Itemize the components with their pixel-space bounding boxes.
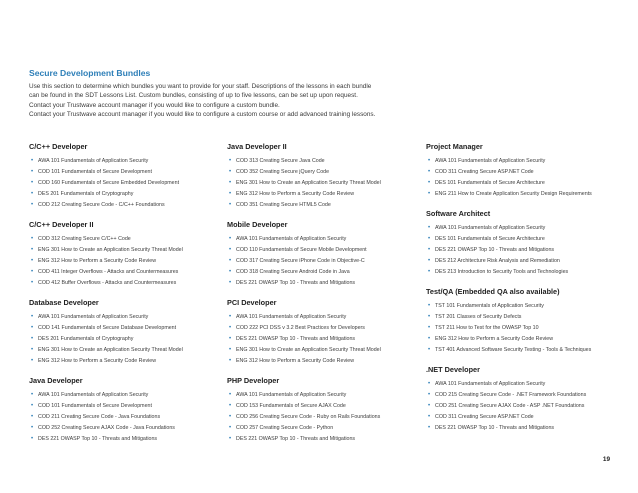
lesson-label: ENG 312 How to Perform a Security Code Review bbox=[38, 357, 157, 364]
lesson-label: DES 101 Fundamentals of Secure Architecture bbox=[435, 179, 545, 186]
bullet-icon: • bbox=[428, 302, 431, 309]
lesson-item bbox=[227, 401, 423, 412]
lesson-label: COD 318 Creating Secure Android Code in Java bbox=[236, 268, 350, 275]
lesson-label: TST 211 How to Test for the OWASP Top 10 bbox=[435, 324, 539, 331]
lesson-label: COD 251 Creating Secure AJAX Code - ASP .NET Foundations bbox=[435, 402, 585, 409]
lesson-item bbox=[426, 345, 622, 356]
lesson-label: COD 412 Buffer Overflows - Attacks and Countermeasures bbox=[38, 279, 177, 286]
bullet-icon: • bbox=[31, 190, 34, 197]
lesson-item bbox=[29, 356, 225, 367]
bundle-group bbox=[426, 365, 622, 434]
lesson-label: DES 221 OWASP Top 10 - Threats and Mitigations bbox=[236, 335, 356, 342]
lesson-item bbox=[227, 434, 423, 445]
bullet-icon: • bbox=[31, 413, 34, 420]
bullet-icon: • bbox=[31, 179, 34, 186]
bullet-icon: • bbox=[428, 157, 431, 164]
bullet-icon: • bbox=[229, 257, 232, 264]
lesson-label: DES 221 OWASP Top 10 - Threats and Mitigations bbox=[38, 435, 158, 442]
lesson-item bbox=[29, 234, 225, 245]
lesson-label: TST 101 Fundamentals of Application Security bbox=[435, 302, 544, 309]
lesson-item bbox=[426, 256, 622, 267]
lesson-label: ENG 312 How to Perform a Security Code Review bbox=[236, 357, 355, 364]
lesson-item bbox=[426, 401, 622, 412]
lesson-list bbox=[426, 156, 622, 200]
lesson-label: DES 213 Introduction to Security Tools and Technologies bbox=[435, 268, 569, 275]
bundle-group bbox=[29, 220, 225, 289]
lesson-item bbox=[227, 345, 423, 356]
lesson-item bbox=[227, 267, 423, 278]
lesson-list bbox=[227, 156, 423, 211]
lesson-item bbox=[227, 412, 423, 423]
lesson-item bbox=[29, 390, 225, 401]
bullet-icon: • bbox=[428, 424, 431, 431]
lesson-item bbox=[426, 245, 622, 256]
lesson-label: COD 256 Creating Secure Code - Ruby on Rails Foundations bbox=[236, 413, 381, 420]
lesson-item bbox=[227, 390, 423, 401]
lesson-label: DES 101 Fundamentals of Secure Architecture bbox=[435, 235, 545, 242]
bundle-group bbox=[227, 142, 423, 211]
bullet-icon: • bbox=[428, 179, 431, 186]
bullet-icon: • bbox=[428, 324, 431, 331]
intro-line-2: can be found in the SDT Lessons List. Custom bundles, consisting of up to five lessons, can be set up upon request. bbox=[29, 92, 358, 100]
lesson-label: DES 221 OWASP Top 10 - Threats and Mitigations bbox=[435, 246, 555, 253]
bullet-icon: • bbox=[229, 335, 232, 342]
lesson-list bbox=[29, 156, 225, 211]
lesson-item bbox=[426, 234, 622, 245]
lesson-label: AWA 101 Fundamentals of Application Security bbox=[38, 157, 149, 164]
bullet-icon: • bbox=[229, 179, 232, 186]
bundle-group bbox=[227, 298, 423, 367]
bullet-icon: • bbox=[31, 279, 34, 286]
bullet-icon: • bbox=[31, 246, 34, 253]
bullet-icon: • bbox=[229, 391, 232, 398]
lesson-label: COD 215 Creating Secure Code - .NET Framework Foundations bbox=[435, 391, 587, 398]
lesson-list bbox=[29, 312, 225, 367]
bullet-icon: • bbox=[31, 435, 34, 442]
bundle-group bbox=[29, 376, 225, 445]
lesson-list bbox=[227, 312, 423, 367]
bullet-icon: • bbox=[31, 268, 34, 275]
lesson-item bbox=[227, 245, 423, 256]
lesson-item bbox=[29, 156, 225, 167]
lesson-item bbox=[29, 345, 225, 356]
lesson-list bbox=[426, 301, 622, 356]
lesson-label: ENG 211 How to Create Application Security Design Requirements bbox=[435, 190, 592, 197]
bundle-title: Project Manager bbox=[426, 142, 483, 151]
lesson-label: COD 311 Creating Secure ASP.NET Code bbox=[435, 413, 534, 420]
lesson-label: ENG 301 How to Create an Application Security Threat Model bbox=[38, 246, 183, 253]
bundle-group bbox=[426, 142, 622, 200]
bundle-group bbox=[29, 142, 225, 211]
lesson-label: ENG 312 How to Perform a Security Code Review bbox=[435, 335, 554, 342]
bundle-column-1 bbox=[29, 142, 225, 454]
lesson-label: COD 153 Fundamentals of Secure AJAX Code bbox=[236, 402, 346, 409]
bullet-icon: • bbox=[31, 335, 34, 342]
lesson-list bbox=[29, 234, 225, 289]
lesson-label: ENG 301 How to Create an Application Security Threat Model bbox=[38, 346, 183, 353]
lesson-label: TST 201 Classes of Security Defects bbox=[435, 313, 522, 320]
bullet-icon: • bbox=[428, 346, 431, 353]
bullet-icon: • bbox=[428, 235, 431, 242]
lesson-label: COD 313 Creating Secure Java Code bbox=[236, 157, 325, 164]
lesson-label: COD 257 Creating Secure Code - Python bbox=[236, 424, 334, 431]
lesson-label: AWA 101 Fundamentals of Application Security bbox=[236, 235, 347, 242]
lesson-item bbox=[227, 167, 423, 178]
bullet-icon: • bbox=[229, 413, 232, 420]
lesson-label: COD 101 Fundamentals of Secure Development bbox=[38, 402, 152, 409]
bullet-icon: • bbox=[31, 168, 34, 175]
bullet-icon: • bbox=[428, 380, 431, 387]
lesson-label: COD 160 Fundamentals of Secure Embedded Development bbox=[38, 179, 180, 186]
lesson-item bbox=[426, 223, 622, 234]
lesson-label: DES 201 Fundamentals of Cryptography bbox=[38, 190, 134, 197]
bullet-icon: • bbox=[428, 257, 431, 264]
lesson-item bbox=[426, 267, 622, 278]
lesson-item bbox=[426, 323, 622, 334]
lesson-item bbox=[227, 323, 423, 334]
intro-text bbox=[29, 82, 619, 119]
lesson-label: DES 221 OWASP Top 10 - Threats and Mitigations bbox=[236, 279, 356, 286]
bullet-icon: • bbox=[428, 313, 431, 320]
lesson-list bbox=[426, 379, 622, 434]
lesson-item bbox=[426, 390, 622, 401]
lesson-item bbox=[426, 178, 622, 189]
lesson-item bbox=[29, 200, 225, 211]
lesson-item bbox=[426, 334, 622, 345]
bundle-group bbox=[227, 220, 423, 289]
lesson-item bbox=[29, 412, 225, 423]
lesson-item bbox=[227, 312, 423, 323]
lesson-label: ENG 312 How to Perform a Security Code Review bbox=[38, 257, 157, 264]
lesson-label: AWA 101 Fundamentals of Application Security bbox=[236, 313, 347, 320]
lesson-item bbox=[426, 379, 622, 390]
bullet-icon: • bbox=[31, 357, 34, 364]
bullet-icon: • bbox=[31, 424, 34, 431]
bullet-icon: • bbox=[229, 279, 232, 286]
bullet-icon: • bbox=[229, 235, 232, 242]
lesson-label: COD 311 Creating Secure ASP.NET Code bbox=[435, 168, 534, 175]
lesson-label: DES 221 OWASP Top 10 - Threats and Mitigations bbox=[435, 424, 555, 431]
bundle-column-3 bbox=[426, 142, 622, 443]
bullet-icon: • bbox=[229, 402, 232, 409]
lesson-list bbox=[227, 390, 423, 445]
lesson-item bbox=[426, 312, 622, 323]
bundle-column-2 bbox=[227, 142, 423, 454]
lesson-label: ENG 301 How to Create an Application Security Threat Model bbox=[236, 346, 381, 353]
bullet-icon: • bbox=[428, 246, 431, 253]
lesson-list bbox=[426, 223, 622, 278]
bullet-icon: • bbox=[31, 313, 34, 320]
intro-line-3: Contact your Trustwave account manager if you would like to configure a custom bundle. bbox=[29, 101, 280, 109]
bullet-icon: • bbox=[229, 157, 232, 164]
bullet-icon: • bbox=[229, 357, 232, 364]
lesson-item bbox=[29, 178, 225, 189]
lesson-label: AWA 101 Fundamentals of Application Security bbox=[435, 157, 546, 164]
lesson-item bbox=[29, 401, 225, 412]
bullet-icon: • bbox=[428, 335, 431, 342]
bundle-title: Test/QA (Embedded QA also available) bbox=[426, 287, 560, 296]
bullet-icon: • bbox=[229, 190, 232, 197]
lesson-label: COD 212 Creating Secure Code - C/C++ Foundations bbox=[38, 201, 165, 208]
bullet-icon: • bbox=[229, 313, 232, 320]
lesson-list bbox=[29, 390, 225, 445]
bundle-group bbox=[29, 298, 225, 367]
lesson-label: DES 201 Fundamentals of Cryptography bbox=[38, 335, 134, 342]
lesson-label: COD 101 Fundamentals of Secure Development bbox=[38, 168, 152, 175]
bundle-group bbox=[426, 209, 622, 278]
lesson-item bbox=[227, 256, 423, 267]
lesson-label: TST 401 Advanced Software Security Testing - Tools & Techniques bbox=[435, 346, 592, 353]
bundle-title: .NET Developer bbox=[426, 365, 480, 374]
bullet-icon: • bbox=[229, 201, 232, 208]
bullet-icon: • bbox=[229, 424, 232, 431]
bullet-icon: • bbox=[229, 435, 232, 442]
bullet-icon: • bbox=[31, 201, 34, 208]
bundle-title: Java Developer bbox=[29, 376, 83, 385]
bullet-icon: • bbox=[31, 235, 34, 242]
bundle-title: PCI Developer bbox=[227, 298, 277, 307]
lesson-label: COD 317 Creating Secure iPhone Code in Objective-C bbox=[236, 257, 365, 264]
lesson-label: DES 212 Architecture Risk Analysis and Remediation bbox=[435, 257, 560, 264]
bullet-icon: • bbox=[229, 268, 232, 275]
lesson-item bbox=[227, 234, 423, 245]
lesson-label: ENG 301 How to Create an Application Security Threat Model bbox=[236, 179, 381, 186]
bundle-title: C/C++ Developer bbox=[29, 142, 88, 151]
bullet-icon: • bbox=[229, 346, 232, 353]
lesson-item bbox=[426, 156, 622, 167]
lesson-item bbox=[29, 245, 225, 256]
lesson-label: COD 141 Fundamentals of Secure Database Development bbox=[38, 324, 177, 331]
bullet-icon: • bbox=[428, 268, 431, 275]
lesson-label: COD 110 Fundamentals of Secure Mobile Development bbox=[236, 246, 367, 253]
lesson-label: ENG 312 How to Perform a Security Code Review bbox=[236, 190, 355, 197]
lesson-item bbox=[227, 334, 423, 345]
lesson-item bbox=[29, 423, 225, 434]
lesson-label: AWA 101 Fundamentals of Application Security bbox=[435, 224, 546, 231]
lesson-item bbox=[426, 423, 622, 434]
bullet-icon: • bbox=[428, 413, 431, 420]
bullet-icon: • bbox=[31, 157, 34, 164]
lesson-item bbox=[426, 189, 622, 200]
bundle-title: Software Architect bbox=[426, 209, 491, 218]
lesson-label: COD 312 Creating Secure C/C++ Code bbox=[38, 235, 131, 242]
lesson-item bbox=[227, 200, 423, 211]
lesson-label: AWA 101 Fundamentals of Application Security bbox=[38, 391, 149, 398]
lesson-item bbox=[426, 412, 622, 423]
lesson-label: AWA 101 Fundamentals of Application Security bbox=[236, 391, 347, 398]
lesson-item bbox=[29, 334, 225, 345]
lesson-label: COD 222 PCI DSS v 3.2 Best Practices for Developers bbox=[236, 324, 365, 331]
bundle-title: PHP Developer bbox=[227, 376, 280, 385]
lesson-label: COD 352 Creating Secure jQuery Code bbox=[236, 168, 330, 175]
section-title: Secure Development Bundles bbox=[29, 68, 151, 78]
bundle-title: C/C++ Developer II bbox=[29, 220, 94, 229]
lesson-item bbox=[227, 423, 423, 434]
lesson-label: DES 221 OWASP Top 10 - Threats and Mitigations bbox=[236, 435, 356, 442]
lesson-item bbox=[227, 356, 423, 367]
lesson-item bbox=[227, 178, 423, 189]
lesson-label: AWA 101 Fundamentals of Application Security bbox=[435, 380, 546, 387]
intro-line-4: Contact your Trustwave account manager if you would like to configure a custom course or add advanced training lessons. bbox=[29, 110, 376, 118]
lesson-label: COD 351 Creating Secure HTML5 Code bbox=[236, 201, 331, 208]
lesson-item bbox=[426, 301, 622, 312]
bullet-icon: • bbox=[428, 190, 431, 197]
bullet-icon: • bbox=[428, 168, 431, 175]
bullet-icon: • bbox=[31, 391, 34, 398]
bundle-title: Database Developer bbox=[29, 298, 99, 307]
bullet-icon: • bbox=[31, 324, 34, 331]
bullet-icon: • bbox=[229, 246, 232, 253]
lesson-item bbox=[227, 189, 423, 200]
intro-line-1: Use this section to determine which bundles you want to provide for your staff. Descriptions of the lessons in each bundle bbox=[29, 83, 372, 90]
bundle-title: Java Developer II bbox=[227, 142, 287, 151]
lesson-item bbox=[227, 278, 423, 289]
lesson-label: COD 411 Integer Overflows - Attacks and Countermeasures bbox=[38, 268, 179, 275]
lesson-item bbox=[29, 267, 225, 278]
bullet-icon: • bbox=[229, 324, 232, 331]
page-number: 19 bbox=[602, 456, 610, 463]
bundle-title: Mobile Developer bbox=[227, 220, 288, 229]
lesson-list bbox=[227, 234, 423, 289]
lesson-item bbox=[29, 434, 225, 445]
lesson-label: AWA 101 Fundamentals of Application Security bbox=[38, 313, 149, 320]
lesson-item bbox=[227, 156, 423, 167]
bullet-icon: • bbox=[428, 402, 431, 409]
bullet-icon: • bbox=[229, 168, 232, 175]
bundle-group bbox=[426, 287, 622, 356]
bullet-icon: • bbox=[31, 257, 34, 264]
bullet-icon: • bbox=[428, 391, 431, 398]
lesson-item bbox=[29, 278, 225, 289]
lesson-item bbox=[426, 167, 622, 178]
lesson-item bbox=[29, 323, 225, 334]
bundle-group bbox=[227, 376, 423, 445]
bullet-icon: • bbox=[31, 346, 34, 353]
lesson-item bbox=[29, 312, 225, 323]
lesson-label: COD 211 Creating Secure Code - Java Foundations bbox=[38, 413, 161, 420]
lesson-item bbox=[29, 167, 225, 178]
bullet-icon: • bbox=[428, 224, 431, 231]
lesson-item bbox=[29, 256, 225, 267]
lesson-label: COD 252 Creating Secure AJAX Code - Java Foundations bbox=[38, 424, 175, 431]
lesson-item bbox=[29, 189, 225, 200]
bullet-icon: • bbox=[31, 402, 34, 409]
